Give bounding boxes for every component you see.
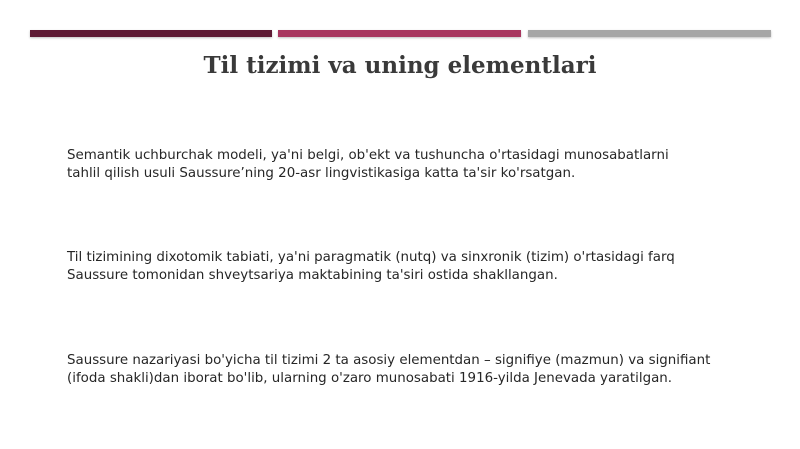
accent-bar-middle <box>278 30 521 37</box>
slide-title: Til tizimi va uning elementlari <box>203 52 597 79</box>
paragraph-line: tahlil qilish usuli Saussure’ning 20-asr lingvistikasiga katta ta'sir ko'rsatgan. <box>67 166 576 181</box>
accent-bar-left <box>30 30 272 37</box>
accent-bar-right <box>528 30 771 37</box>
paragraph-line: Saussure tomonidan shveytsariya maktabining ta'siri ostida shakllangan. <box>67 268 558 283</box>
paragraph-line: (ifoda shakli)dan iborat bo'lib, ularning o'zaro munosabati 1916-yilda Jenevada yaratilgan. <box>67 371 673 386</box>
paragraph-line: Saussure nazariyasi bo'yicha til tizimi 2 ta asosiy elementdan – signifiye (mazmun) va signifiant <box>67 353 711 368</box>
paragraph-line: Til tizimining dixotomik tabiati, ya'ni paragmatik (nutq) va sinxronik (tizim) o'rtasidagi farq <box>67 250 675 265</box>
paragraph-line: Semantik uchburchak modeli, ya'ni belgi, ob'ekt va tushuncha o'rtasidagi munosabatlarni <box>67 148 669 163</box>
paragraph-semantic-triangle <box>67 147 767 183</box>
paragraph-dichotomy <box>67 249 767 285</box>
paragraph-sign-elements <box>67 352 767 388</box>
